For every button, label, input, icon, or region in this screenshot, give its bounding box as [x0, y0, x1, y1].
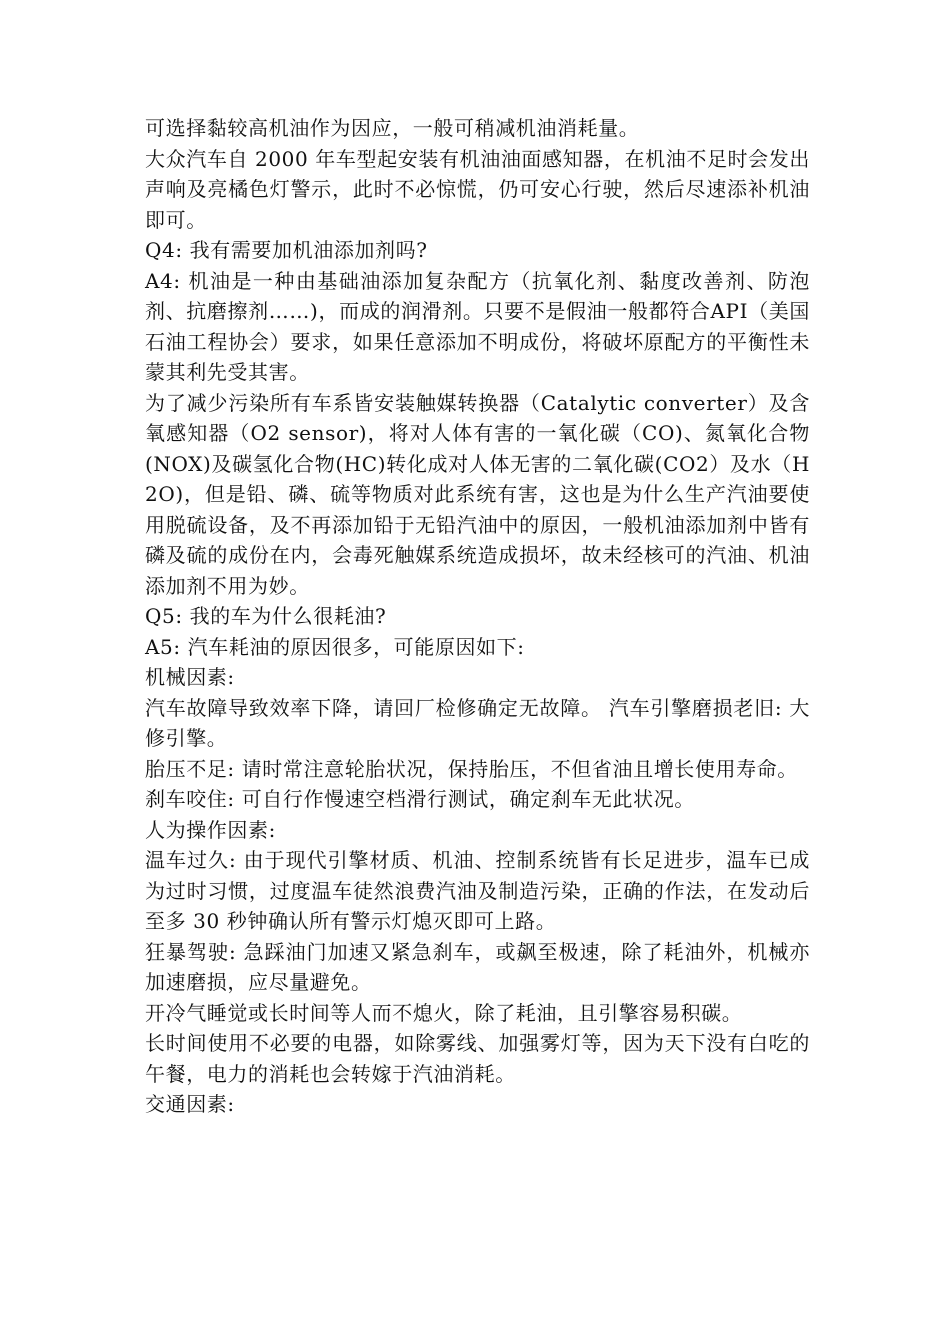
document-body: [145, 113, 810, 1120]
answer-a5: A5: 汽车耗油的原因很多，可能原因如下:: [145, 634, 525, 659]
paragraph-brake-drag: 刹车咬住: 可自行作慢速空档滑行测试，确定刹车无此状况。: [145, 787, 695, 811]
heading-operation-factors: 人为操作因素:: [145, 817, 276, 842]
answer-a4: A4: 机油是一种由基础油添加复杂配方（抗氧化剂、黏度改善剂、防泡剂、抗磨擦剂……)，而成的润滑剂。只要不是假油一般都符合API（美国石油工程协会）要求，如果任意添加不明成份，将破坏原配方的平衡性未蒙其利先受其害。: [145, 268, 810, 384]
paragraph-idling-ac: 开冷气睡觉或长时间等人而不熄火，除了耗油，且引擎容易积碳。: [145, 1000, 743, 1025]
question-q4: Q4: 我有需要加机油添加剂吗?: [145, 238, 428, 262]
paragraph-electrical-load: 长时间使用不必要的电器，如除雾线、加强雾灯等，因为天下没有白吃的午餐，电力的消耗也会转嫁于汽油消耗。: [145, 1031, 810, 1086]
heading-traffic-factors: 交通因素:: [145, 1092, 235, 1116]
paragraph-catalytic-converter: 为了减少污染所有车系皆安装触媒转换器（Catalytic converter）及含氧感知器（O2 sensor)，将对人体有害的一氧化碳（CO)、氮氧化合物(NOX)及碳氢化合物(HC)转化成对人体无害的二氧化碳(CO2）及水（H2O)，但是铅、磷、硫等物质对此系统有害，这也是为什么生产汽油要使用脱硫设备，及不再添加铅于无铅汽油中的原因，一般机油添加剂中皆有磷及硫的成份在内，会毒死触媒系统造成损坏，故未经核可的汽油、机油添加剂不用为妙。: [145, 390, 810, 598]
paragraph-warm-up: 温车过久: 由于现代引擎材质、机油、控制系统皆有长足进步，温车已成为过时习惯，过度温车徒然浪费汽油及制造污染，正确的作法，在发动后至多 30 秒钟确认所有警示灯熄灭即可上路。: [145, 848, 810, 933]
paragraph-oil-level-sensor: 大众汽车自 2000 年车型起安装有机油油面感知器，在机油不足时会发出声响及亮橘色灯警示，此时不必惊慌，仍可安心行驶，然后尽速添补机油即可。: [145, 146, 810, 232]
paragraph-engine-fault: 汽车故障导致效率下降，请回厂检修确定无故障。 汽车引擎磨损老旧: 大修引擎。: [145, 695, 810, 750]
paragraph-oil-viscosity: 可选择黏较高机油作为因应，一般可稍减机油消耗量。: [145, 116, 640, 140]
question-q5: Q5: 我的车为什么很耗油?: [145, 604, 387, 628]
paragraph-aggressive-driving: 狂暴驾驶: 急踩油门加速又紧急刹车，或飙至极速，除了耗油外，机械亦加速磨损，应尽量避免。: [145, 939, 810, 994]
paragraph-tire-pressure: 胎压不足: 请时常注意轮胎状况，保持胎压，不但省油且增长使用寿命。: [145, 756, 798, 781]
heading-mechanical-factors: 机械因素:: [145, 665, 235, 689]
